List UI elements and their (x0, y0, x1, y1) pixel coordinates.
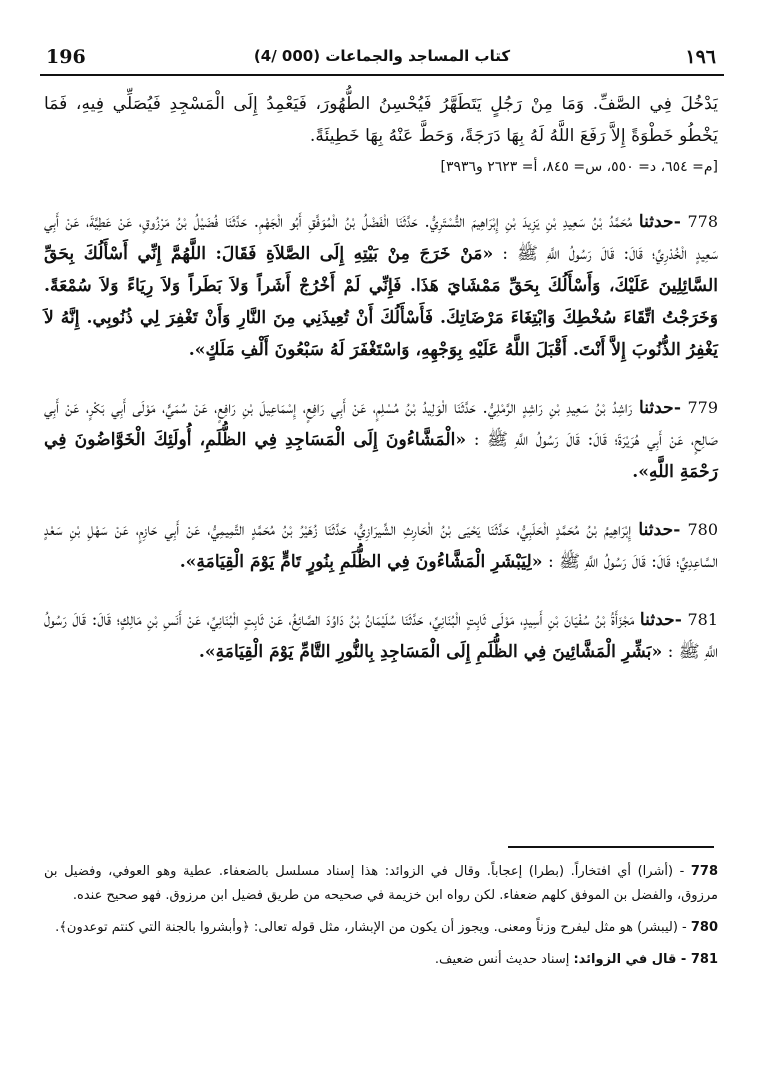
footnote-778 (44, 860, 718, 908)
hadith-isnad: رَاشِدُ بْنُ سَعِيدِ بْنِ رَاشِدٍ الرَّمْلِيُّ. حَدَّثَنَا الْوَلِيدُ بْنُ مُسْلِمٍ، عَنْ أَبِي رَافِعٍ، إِسْمَاعِيلَ بْنِ رَافِعٍ، عَنْ سُمَيٍّ، مَوْلَى أَبِي بَكْرٍ، عَنْ أَبِي صَالِحٍ، عَنْ أَبِي هُرَيْرَةَ؛ قَالَ: قَالَ رَسُولُ اللَّهِ ﷺ : (44, 398, 719, 450)
intro-ref-text: [م= ٦٥٤، د= ٥٥٠، س= ٨٤٥، أ= ٢٦٢٣ و٣٩٣٦] (440, 159, 718, 175)
hadith-opening: -حدثنا (638, 520, 681, 540)
footnote-text: - (ليبشر) هو مثل ليفرح وزناً ومعنى. ويجوز أن يكون من الإبشار، مثل قوله تعالى: ﴿وأبشروا بالجنة التي كنتم توعدون﴾. (55, 920, 691, 935)
footnote-number: 781 (690, 952, 718, 967)
footnote-divider (508, 846, 714, 848)
page-header (40, 44, 724, 76)
hadith-isnad: مَجْزَأَةُ بْنُ سُفْيَانَ بْنِ أَسِيدٍ، مَوْلَى ثَابِتٍ الْبُنَانِيِّ، حَدَّثَنَا سُلَيْمَانُ بْنُ دَاوُدَ الصَّائِغُ، عَنْ ثَابِتٍ الْبُنَانِيِّ، عَنْ أَنَسِ بْنِ مَالِكٍ؛ قَالَ: قَالَ رَسُولُ اللَّهِ ﷺ : (44, 610, 718, 662)
footnotes (44, 860, 718, 980)
hadith-isnad: إِبْرَاهِيمُ بْنُ مُحَمَّدٍ الْحَلَبِيُّ، حَدَّثَنَا يَحْيَى بْنُ الْحَارِثِ الشِّيرَازِيُّ، حَدَّثَنَا زُهَيْرُ بْنُ مُحَمَّدٍ التَّمِيمِيُّ، عَنْ أَبِي حَازِمٍ، عَنْ سَهْلِ بْنِ سَعْدٍ السَّاعِدِيِّ؛ قَالَ: قَالَ رَسُولُ اللَّهِ ﷺ : (44, 520, 718, 572)
intro-paragraph (44, 88, 718, 152)
hadith-number: 780 (687, 520, 718, 539)
hadith-778 (44, 206, 718, 366)
hadith-number: 778 (687, 212, 718, 231)
intro-text: يَدْخُلَ فِي الصَّفِّ. وَمَا مِنْ رَجُلٍ يَتَطَهَّرُ فَيُحْسِنُ الطُّهُورَ، فَيَعْمِدُ إِلَى الْمَسْجِدِ فَيُصَلِّي فِيهِ، فَمَا يَخْطُو خَطْوَةً إِلاَّ رَفَعَ اللَّهُ لَهُ بِهَا دَرَجَةً، وَحَطَّ عَنْهُ بِهَا خَطِيئَةً. (44, 94, 718, 146)
hadith-matn: «لِيَبْشَرِ الْمَشَّاءُونَ فِي الظُّلَمِ بِنُورٍ تَامٍّ يَوْمَ الْقِيَامَةِ». (179, 552, 543, 572)
footnote-text: - (أشرا) أي افتخاراً. (بطرا) إعجاباً. وقال في الزوائد: هذا إسناد مسلسل بالضعفاء. عطية وهو العوفي، وفضيل بن مرزوق، والفضل بن الموفق كلهم ضعفاء. لكن رواه ابن خزيمة في صحيحه من طريق فضيل ابن مرزوق. فهو صحيح عنده. (44, 864, 718, 903)
hadith-opening: -حدثنا (639, 610, 682, 630)
hadith-matn: «مَنْ خَرَجَ مِنْ بَيْتِهِ إِلَى الصَّلاَةِ فَقَالَ: اللَّهُمَّ إِنِّي أَسْأَلُكَ بِحَقِّ السَّائِلِينَ عَلَيْكَ، وَأَسْأَلُكَ بِحَقِّ مَمْشَايَ هَذَا. فَإِنِّي لَمْ أَخْرُجْ أَشَراً وَلاَ بَطَراً وَلاَ رِيَاءً وَلاَ سُمْعَةً. وَخَرَجْتُ اتِّقَاءَ سُخْطِكَ وَابْتِغَاءَ مَرْضَاتِكَ. فَأَسْأَلُكَ أَنْ تُعِيذَنِي مِنَ النَّارِ وَأَنْ تَغْفِرَ لِي ذُنُوبِي. إِنَّهُ لاَ يَغْفِرُ الذُّنُوبَ إِلاَّ أَنْتَ. أَقْبَلَ اللَّهُ عَلَيْهِ بِوَجْهِهِ، وَاسْتَغْفَرَ لَهُ سَبْعُونَ أَلْفِ مَلَكٍ». (44, 244, 718, 360)
hadith-781 (44, 604, 718, 668)
intro-reference (44, 154, 718, 180)
footnote-780 (44, 916, 718, 940)
footnote-label: - قال في الزوائد: (573, 952, 691, 967)
hadith-matn: «بَشِّرِ الْمَشَّائِينَ فِي الظُّلَمِ إِلَى الْمَسَاجِدِ بِالنُّورِ التَّامِّ يَوْمَ الْقِيَامَةِ». (198, 642, 663, 662)
hadith-isnad: مُحَمَّدُ بْنُ سَعِيدِ بْنِ يَزِيدَ بْنِ إِبْرَاهِيمَ التُّسْتَرِيُّ. حَدَّثَنَا الْفَضْلُ بْنُ الْمُوَفَّقِ أَبُو الْجَهْمِ. حَدَّثَنَا فُضَيْلُ بْنُ مَرْزُوقٍ، عَنْ عَطِيَّةَ، عَنْ أَبِي سَعِيدٍ الْخُدْرِيِّ؛ قَالَ: قَالَ رَسُولُ اللَّهِ ﷺ : (44, 212, 718, 264)
hadith-opening: -حدثنا (638, 398, 681, 418)
hadith-779 (44, 392, 718, 488)
hadith-matn: «الْمَشَّاءُونَ إِلَى الْمَسَاجِدِ فِي الظُّلَمِ، أُولَئِكَ الْخَوَّاضُونَ فِي رَحْمَةِ اللَّهِ». (44, 430, 718, 482)
footnote-text: إسناد حديث أنس ضعيف. (434, 952, 574, 967)
running-title: (4/ 000) كتاب المساجد والجماعات (253, 47, 511, 65)
footnote-number: 780 (690, 920, 718, 935)
footnote-number: 778 (690, 864, 718, 879)
page-number-arabic: ١٩٦ (685, 46, 716, 68)
hadith-number: 779 (687, 398, 719, 417)
hadith-780 (44, 514, 718, 578)
hadith-number: 781 (687, 610, 719, 629)
main-text (44, 88, 718, 668)
hadith-opening: -حدثنا (638, 212, 681, 232)
page-number-latin: 196 (46, 46, 86, 68)
footnote-781 (44, 948, 718, 972)
